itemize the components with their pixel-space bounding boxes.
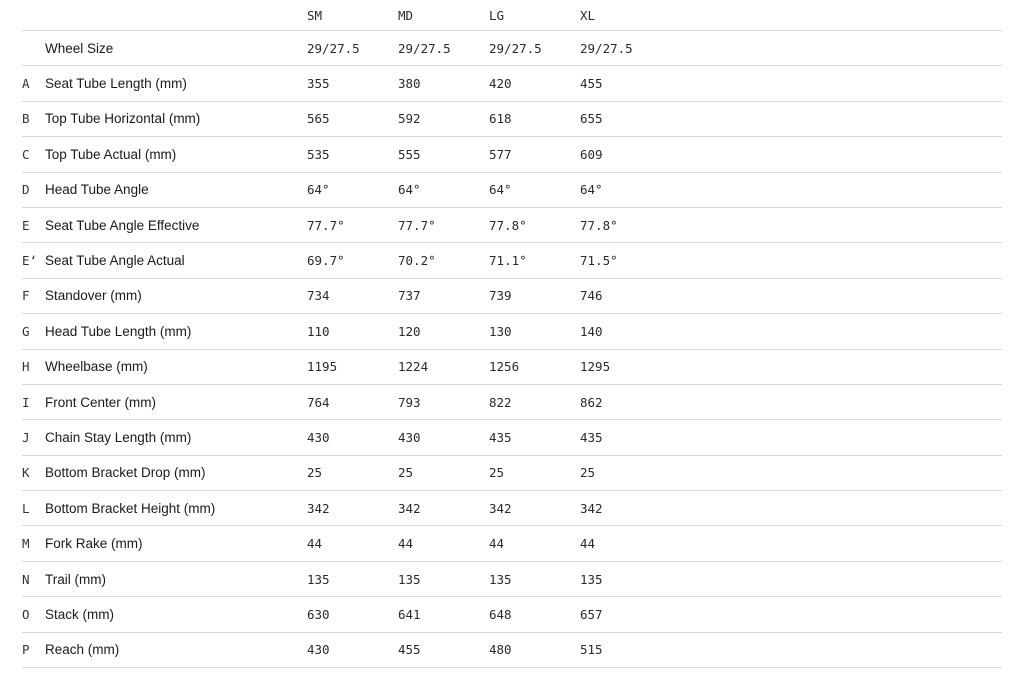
- column-header-xl: XL: [580, 8, 596, 23]
- cell-xl: 135: [580, 571, 603, 587]
- cell-xl: 71.5°: [580, 253, 618, 269]
- table-row: [22, 350, 1002, 385]
- row-letter: [22, 31, 42, 65]
- table-row: [22, 314, 1002, 349]
- cell-sm: 77.7°: [307, 217, 345, 233]
- cell-sm: 535: [307, 146, 330, 162]
- cell-lg: 577: [489, 146, 512, 162]
- cell-sm: 342: [307, 500, 330, 516]
- cell-sm: 734: [307, 288, 330, 304]
- cell-sm: 64°: [307, 182, 330, 198]
- table-row: [22, 526, 1002, 561]
- column-header-sm: SM: [307, 8, 323, 23]
- cell-xl: 657: [580, 606, 603, 622]
- row-label: Fork Rake (mm): [45, 536, 143, 552]
- table-row: [22, 137, 1002, 172]
- table-row: [22, 173, 1002, 208]
- table-row: [22, 66, 1002, 101]
- cell-md: 641: [398, 606, 421, 622]
- row-letter: F: [22, 288, 30, 304]
- cell-xl: 29/27.5: [580, 40, 633, 56]
- row-label: Standover (mm): [45, 288, 142, 304]
- cell-lg: 64°: [489, 182, 512, 198]
- cell-md: 380: [398, 76, 421, 92]
- table-row: [22, 456, 1002, 491]
- cell-lg: 135: [489, 571, 512, 587]
- row-letter: O: [22, 606, 30, 622]
- table-row: [22, 102, 1002, 137]
- cell-md: 135: [398, 571, 421, 587]
- cell-xl: 342: [580, 500, 603, 516]
- row-label: Wheelbase (mm): [45, 359, 148, 375]
- row-label: Trail (mm): [45, 571, 106, 587]
- column-header-md: MD: [398, 8, 414, 23]
- row-letter: J: [22, 429, 30, 445]
- row-letter: D: [22, 182, 30, 198]
- cell-xl: 44: [580, 536, 596, 552]
- row-label: Top Tube Actual (mm): [45, 146, 177, 162]
- row-letter: E: [22, 217, 30, 233]
- cell-sm: 25: [307, 465, 323, 481]
- cell-xl: 455: [580, 76, 603, 92]
- row-label: Bottom Bracket Height (mm): [45, 500, 216, 516]
- cell-lg: 739: [489, 288, 512, 304]
- cell-xl: 655: [580, 111, 603, 127]
- cell-md: 737: [398, 288, 421, 304]
- cell-sm: 110: [307, 323, 330, 339]
- cell-md: 342: [398, 500, 421, 516]
- row-label: Top Tube Horizontal (mm): [45, 111, 201, 127]
- cell-lg: 25: [489, 465, 505, 481]
- geometry-table: [22, 0, 1002, 668]
- cell-lg: 822: [489, 394, 512, 410]
- cell-xl: 1295: [580, 359, 611, 375]
- cell-sm: 355: [307, 76, 330, 92]
- cell-lg: 29/27.5: [489, 40, 542, 56]
- cell-md: 592: [398, 111, 421, 127]
- table-row: [22, 31, 1002, 66]
- row-letter: C: [22, 146, 30, 162]
- cell-lg: 1256: [489, 359, 520, 375]
- cell-xl: 609: [580, 146, 603, 162]
- table-header: [22, 0, 1002, 31]
- cell-md: 29/27.5: [398, 40, 451, 56]
- cell-md: 25: [398, 465, 414, 481]
- cell-sm: 29/27.5: [307, 40, 360, 56]
- cell-xl: 435: [580, 429, 603, 445]
- cell-sm: 764: [307, 394, 330, 410]
- cell-xl: 862: [580, 394, 603, 410]
- row-label: Wheel Size: [45, 40, 114, 56]
- cell-md: 430: [398, 429, 421, 445]
- cell-sm: 44: [307, 536, 323, 552]
- cell-sm: 69.7°: [307, 253, 345, 269]
- cell-sm: 430: [307, 429, 330, 445]
- table-row: [22, 597, 1002, 632]
- row-label: Stack (mm): [45, 606, 114, 622]
- cell-sm: 630: [307, 606, 330, 622]
- cell-md: 70.2°: [398, 253, 436, 269]
- cell-xl: 25: [580, 465, 596, 481]
- cell-xl: 746: [580, 288, 603, 304]
- table-row: [22, 633, 1002, 668]
- row-label: Front Center (mm): [45, 394, 157, 410]
- row-letter: K: [22, 465, 30, 481]
- cell-md: 555: [398, 146, 421, 162]
- row-label: Chain Stay Length (mm): [45, 429, 192, 445]
- cell-md: 77.7°: [398, 217, 436, 233]
- row-letter: B: [22, 111, 30, 127]
- row-letter: M: [22, 536, 30, 552]
- table-row: [22, 420, 1002, 455]
- cell-lg: 342: [489, 500, 512, 516]
- cell-lg: 435: [489, 429, 512, 445]
- cell-sm: 565: [307, 111, 330, 127]
- cell-md: 1224: [398, 359, 429, 375]
- cell-lg: 71.1°: [489, 253, 527, 269]
- cell-lg: 480: [489, 642, 512, 658]
- row-letter: P: [22, 642, 30, 658]
- cell-md: 120: [398, 323, 421, 339]
- cell-lg: 130: [489, 323, 512, 339]
- row-letter: N: [22, 571, 30, 587]
- cell-md: 455: [398, 642, 421, 658]
- row-letter: I: [22, 394, 30, 410]
- cell-lg: 618: [489, 111, 512, 127]
- table-row: [22, 562, 1002, 597]
- row-label: Head Tube Length (mm): [45, 323, 192, 339]
- row-label: Reach (mm): [45, 642, 120, 658]
- column-header-lg: LG: [489, 8, 505, 23]
- cell-lg: 420: [489, 76, 512, 92]
- table-row: [22, 279, 1002, 314]
- table-row: [22, 491, 1002, 526]
- table-body: [22, 31, 1002, 668]
- cell-xl: 64°: [580, 182, 603, 198]
- cell-sm: 430: [307, 642, 330, 658]
- table-row: [22, 243, 1002, 278]
- table-row: [22, 385, 1002, 420]
- cell-md: 793: [398, 394, 421, 410]
- cell-xl: 77.8°: [580, 217, 618, 233]
- row-letter: A: [22, 76, 30, 92]
- row-label: Seat Tube Length (mm): [45, 76, 187, 92]
- cell-sm: 1195: [307, 359, 338, 375]
- cell-lg: 648: [489, 606, 512, 622]
- cell-md: 44: [398, 536, 414, 552]
- cell-xl: 140: [580, 323, 603, 339]
- row-letter: G: [22, 323, 30, 339]
- row-letter: E‘: [22, 253, 38, 269]
- row-label: Seat Tube Angle Effective: [45, 217, 200, 233]
- row-label: Seat Tube Angle Actual: [45, 253, 185, 269]
- row-label: Bottom Bracket Drop (mm): [45, 465, 206, 481]
- cell-sm: 135: [307, 571, 330, 587]
- cell-md: 64°: [398, 182, 421, 198]
- row-letter: H: [22, 359, 30, 375]
- row-label: Head Tube Angle: [45, 182, 149, 198]
- row-letter: L: [22, 500, 30, 516]
- cell-lg: 77.8°: [489, 217, 527, 233]
- cell-xl: 515: [580, 642, 603, 658]
- cell-lg: 44: [489, 536, 505, 552]
- table-row: [22, 208, 1002, 243]
